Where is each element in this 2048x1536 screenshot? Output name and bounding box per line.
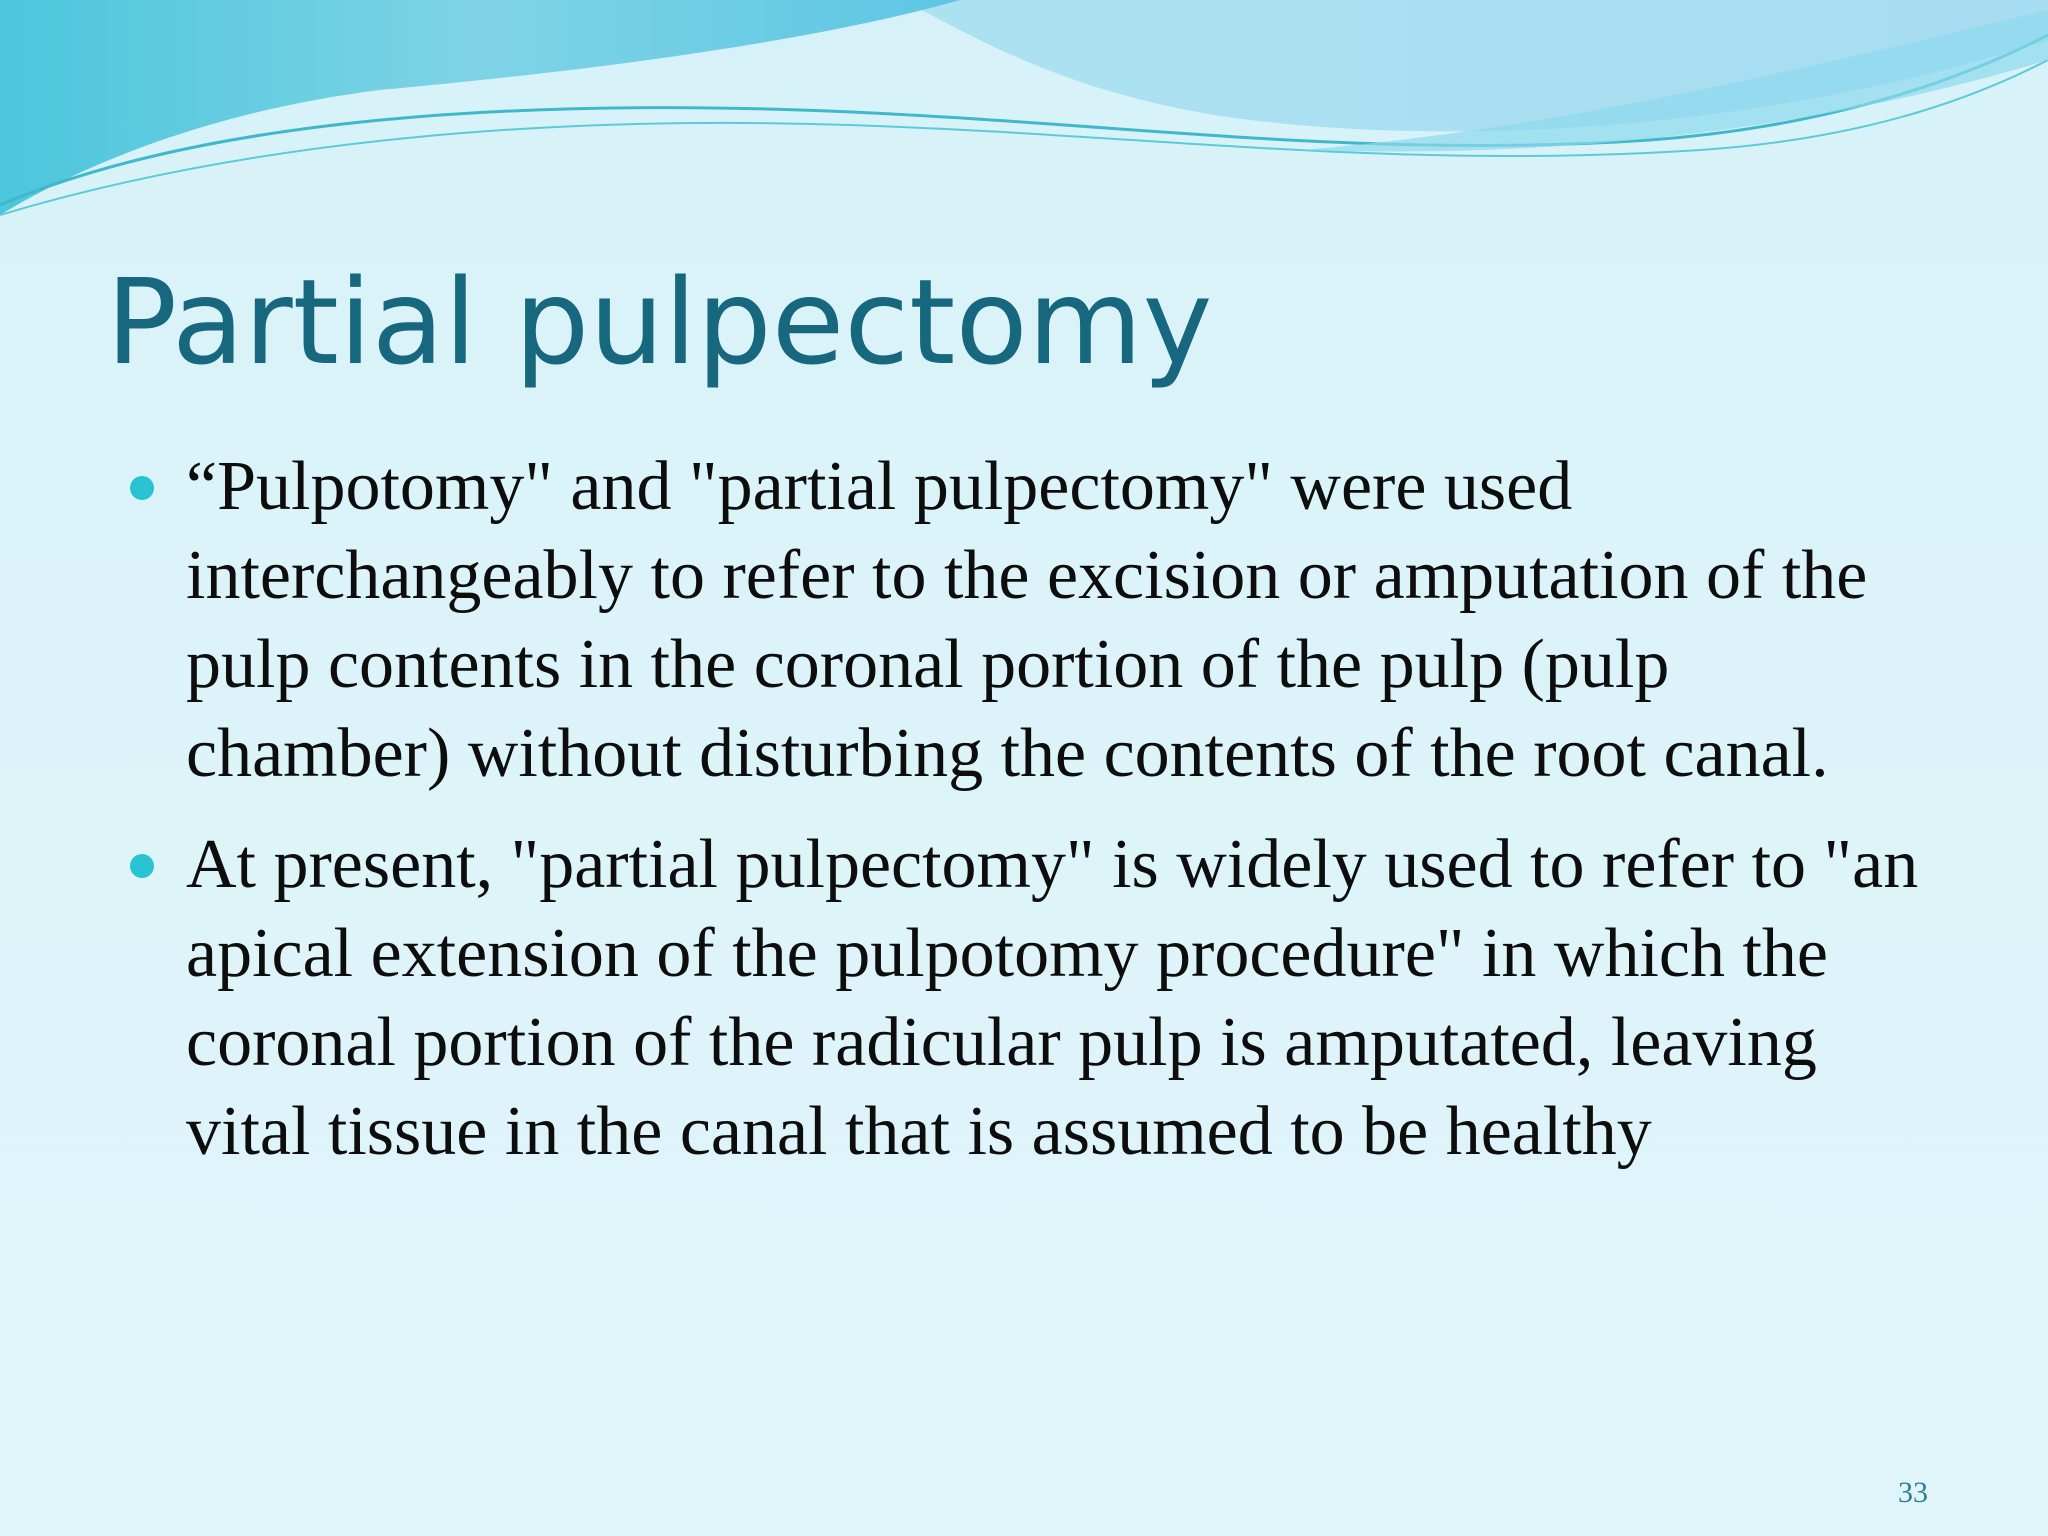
- slide-title: Partial pulpectomy: [106, 253, 1213, 391]
- bullet-item: [128, 820, 1938, 1176]
- bullet-text: At present, "partial pulpectomy" is widely used to refer to "an apical extension of the pulpotomy procedure" in which the coronal portion of the radicular pulp is amputated, leaving vital tissue in the canal that is assumed to be healthy: [186, 826, 1919, 1170]
- bullet-dot-icon: [130, 476, 154, 500]
- bullet-dot-icon: [130, 854, 154, 878]
- page-number: 33: [1898, 1476, 1928, 1509]
- header-wave-decoration: [0, 0, 2048, 240]
- bullet-item: [128, 442, 1938, 798]
- bullet-text: “Pulpotomy" and "partial pulpectomy" were used interchangeably to refer to the excision or amputation of the pulp contents in the coronal portion of the pulp (pulp chamber) without disturbing the contents of the root canal.: [186, 448, 1868, 792]
- bullet-list: [128, 442, 1938, 1198]
